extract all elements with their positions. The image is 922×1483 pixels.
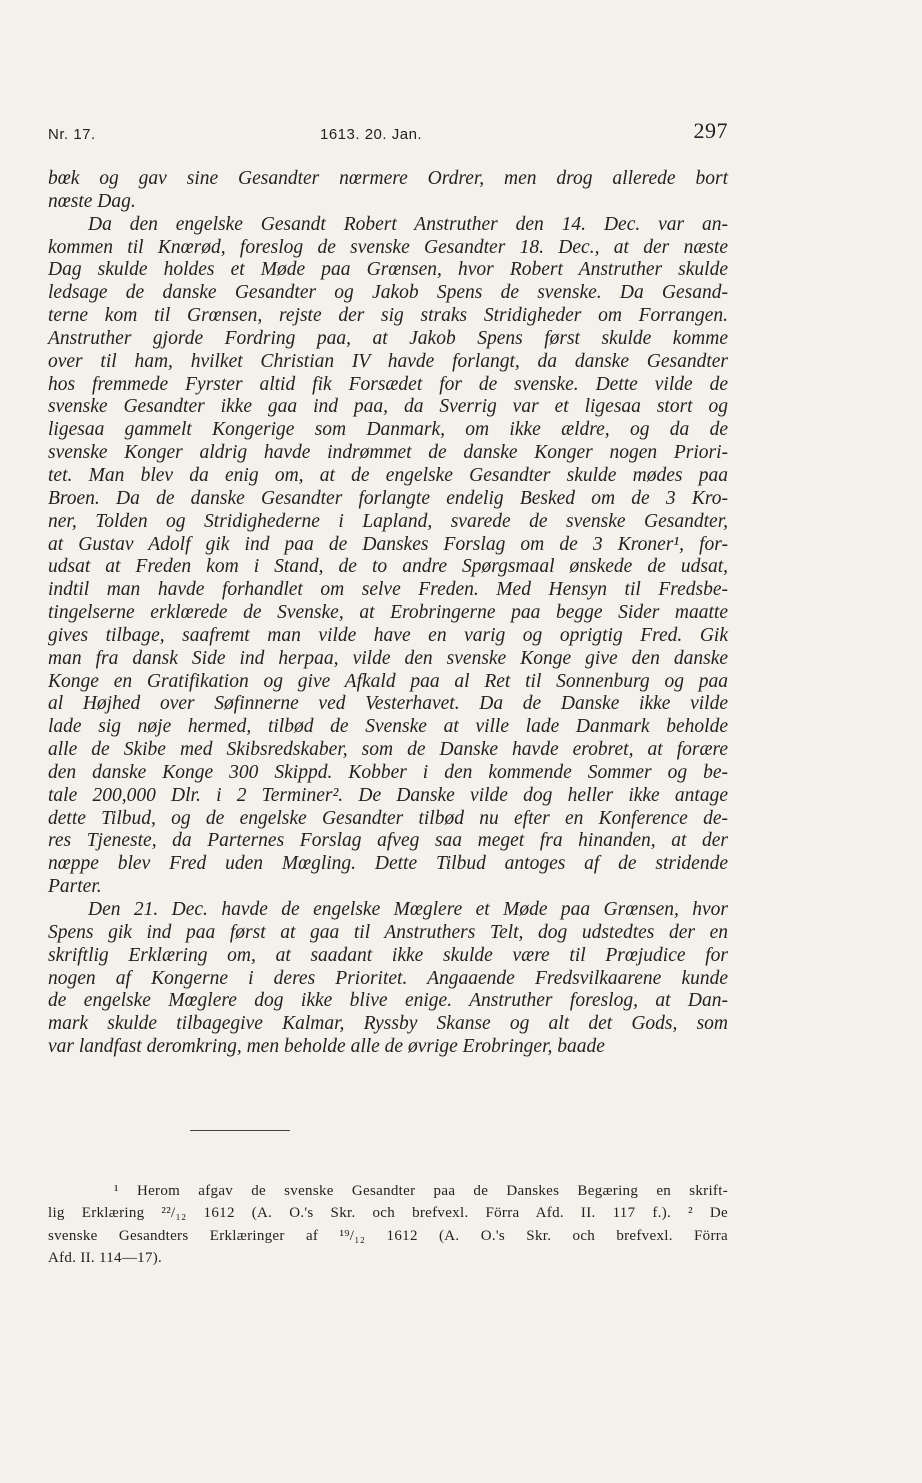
text-line: indtil man havde forhandlet om selve Freden. Med Hensyn til Fredsbe- [48,579,728,601]
running-header [48,118,728,148]
text-line: tale 200,000 Dlr. i 2 Terminer². De Danske vilde dog heller ikke antage [48,784,728,806]
text-line: bœk og gav sine Gesandter nœrmere Ordrer, men drog allerede bort [48,168,728,189]
text-line: man fra dansk Side ind herpaa, vilde den svenske Konge give den danske [48,647,728,669]
text-line: dette Tilbud, og de engelske Gesandter tilbød nu efter en Konference de- [48,807,728,829]
text-line: var landfast deromkring, men beholde alle de øvrige Erobringer, baade [48,1036,605,1058]
text-line: svenske Konger aldrig havde indrømmet de danske Konger nogen Priori- [48,442,728,464]
footnote-divider [190,1130,290,1131]
text-line: nogen af Kongerne i deres Prioritet. Angaaende Fredsvilkaarene kunde [48,967,728,989]
text-line: svenske Gesandter ikke gaa ind paa, da Sverrig var et ligesaa stort og [48,396,728,418]
text-line: al Højhed over Søfinnerne ved Vesterhavet. Da de Danske ikke vilde [48,693,728,715]
body-text [48,168,728,1059]
document-number: Nr. 17. [48,126,96,143]
text-line: Anstruther gjorde Fordring paa, at Jakob Spens først skulde komme [48,327,728,349]
text-line: tingelserne erklœrede de Svenske, at Erobringerne paa begge Sider maatte [48,602,728,624]
header-date: 1613. 20. Jan. [320,126,423,143]
text-line: over til ham, hvilket Christian IV havde forlangt, da danske Gesandter [48,350,728,372]
text-line: den danske Konge 300 Skippd. Kobber i den kommende Sommer og be- [48,761,728,783]
text-line: ledsage de danske Gesandter og Jakob Spens de svenske. Da Gesand- [48,282,728,304]
text-line: nœste Dag. [48,190,136,212]
text-line: Broen. Da de danske Gesandter forlangte endelig Besked om de 3 Kro- [48,487,728,509]
text-line: Dag skulde holdes et Møde paa Grœnsen, hvor Robert Anstruther skulde [48,259,728,281]
text-line: skriftlig Erklæring om, at saadant ikke skulde være til Prœjudice for [48,944,728,966]
text-line: res Tjeneste, da Parternes Forslag afveg saa meget fra hinanden, at der [48,830,728,852]
footnote-line: svenske Gesandters Erklæringer af ¹⁹/₁₂ 1612 (A. O.'s Skr. och brefvexl. Förra [48,1227,728,1244]
footnotes [48,1180,728,1269]
text-line: ligesaa gammelt Kongerige som Danmark, om ikke ældre, og da de [48,419,728,441]
text-line: Spens gik ind paa først at gaa til Anstruthers Telt, dog udstedtes der en [48,921,728,943]
text-line: terne kom til Grœnsen, rejste der sig straks Stridigheder om Forrangen. [48,305,728,327]
text-line: Den 21. Dec. havde de engelske Mœglere et Møde paa Grœnsen, hvor [88,899,728,920]
text-line: lade sig nøje hermed, tilbød de Svenske at ville lade Danmark beholde [48,716,728,738]
text-line: mark skulde tilbagegive Kalmar, Ryssby Skanse og alt det Gods, som [48,1013,728,1035]
text-line: alle de Skibe med Skibsredskaber, som de Danske havde erobret, at forære [48,739,728,761]
text-line: de engelske Mœglere dog ikke blive enige. Anstruther foreslog, at Dan- [48,990,728,1012]
text-line: udsat at Freden kom i Stand, de to andre Spørgsmaal ønskede de udsat, [48,556,728,578]
text-line: gives tilbage, saafremt man vilde have en varig og oprigtig Fred. Gik [48,624,728,646]
text-line: ner, Tolden og Stridighederne i Lapland, svarede de svenske Gesandter, [48,510,728,532]
text-line: kommen til Knœrød, foreslog de svenske Gesandter 18. Dec., at der næste [48,236,728,258]
text-line: Parter. [48,876,102,898]
text-line: Da den engelske Gesandt Robert Anstruther den 14. Dec. var an- [88,213,728,235]
text-line: Konge en Gratifikation og give Afkald paa al Ret til Sonnenburg og paa [48,670,728,692]
text-line: tet. Man blev da enig om, at de engelske Gesandter skulde mødes paa [48,464,728,486]
footnote-line: Afd. II. 114—17). [48,1249,163,1266]
footnote-line: lig Erklæring ²²/₁₂ 1612 (A. O.'s Skr. och brefvexl. Förra Afd. II. 117 f.). ² De [48,1205,728,1222]
text-line: hos fremmede Fyrster altid fik Forsædet for de svenske. Dette vilde de [48,373,728,395]
page-number: 297 [693,118,728,143]
text-line: nœppe blev Fred uden Mœgling. Dette Tilbud antoges af de stridende [48,853,728,875]
text-line: at Gustav Adolf gik ind paa de Danskes Forslag om de 3 Kroner¹, for- [48,533,728,555]
footnote-line: ¹ Herom afgav de svenske Gesandter paa de Danskes Begæring en skrift- [114,1183,728,1199]
